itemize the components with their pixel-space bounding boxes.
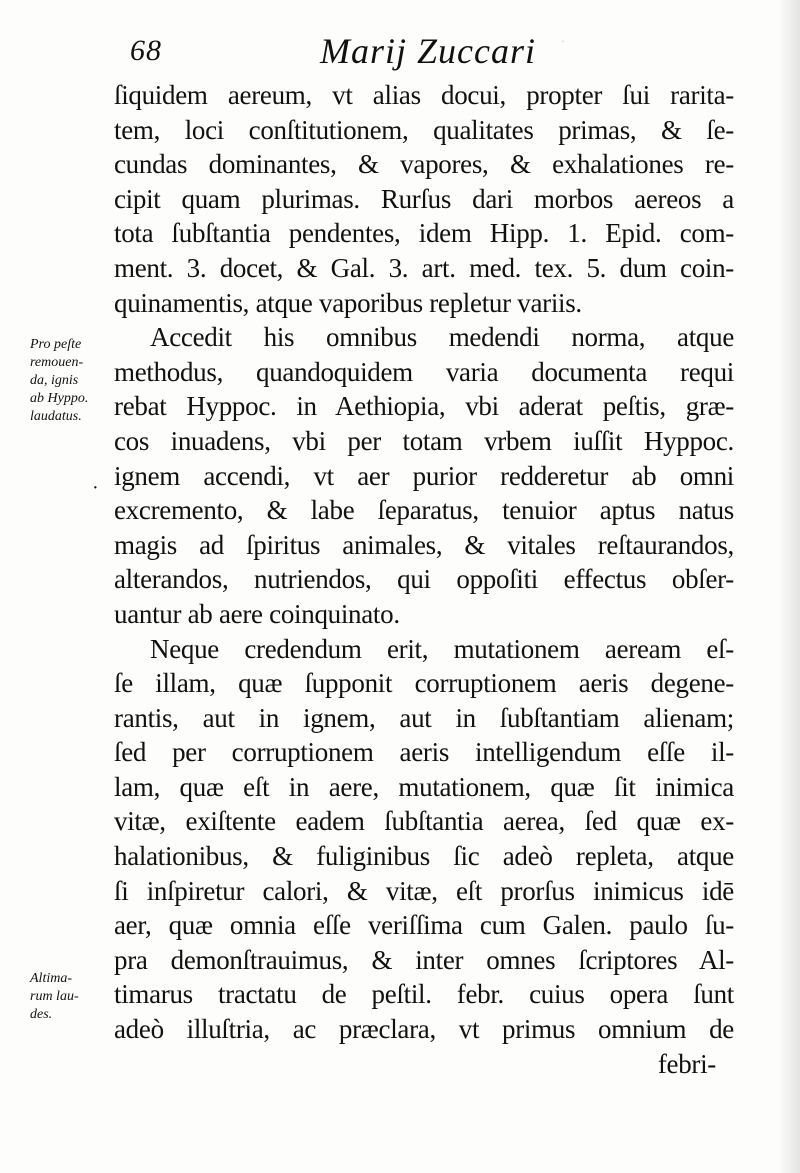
text-line: vitæ, exiſtente eadem ſubſtantia aerea, ſed quæ ex-	[114, 806, 734, 837]
margin-note-line: laudatus.	[30, 409, 82, 424]
text-line: uantur ab aere coinquinato.	[114, 598, 400, 629]
margin-note-altimarum	[30, 970, 116, 1024]
paragraph-start-line: Neque credendum erit, mutationem aeream eſ-	[150, 633, 734, 664]
text-line: ſi inſpiretur calori, & vitæ, eſt prorſus inimicus idē	[114, 875, 734, 906]
text-line: cundas dominantes, & vapores, & exhalationes re-	[114, 149, 734, 180]
margin-dot-mark: ·	[92, 477, 99, 499]
text-line: tem, loci conſtitutionem, qualitates primas, & ſe-	[114, 114, 734, 145]
body-text	[114, 78, 734, 1081]
margin-note-line: da, ignis	[30, 373, 79, 388]
text-line: halationibus, & fuliginibus ſic adeò repleta, atque	[114, 841, 734, 872]
page-header	[130, 28, 730, 78]
binding-shadow	[778, 0, 800, 1173]
bleed-through-marks: ·	[560, 31, 565, 53]
catchword: febri-	[657, 1048, 716, 1079]
text-line: cos inuadens, vbi per totam vrbem iuſſit Hyppoc.	[114, 425, 734, 456]
text-line: cipit quam plurimas. Rurſus dari morbos aereos a	[114, 183, 734, 214]
margin-note-line: rum lau-	[30, 989, 79, 1004]
text-line: ignem accendi, vt aer purior redderetur ab omni	[114, 460, 734, 491]
margin-note-line: des.	[30, 1007, 53, 1022]
text-line: alterandos, nutriendos, qui oppoſiti effectus obſer-	[114, 564, 734, 595]
text-line: timarus tractatu de peſtil. febr. cuius opera ſunt	[114, 979, 734, 1010]
text-line: ment. 3. docet, & Gal. 3. art. med. tex. 5. dum coin-	[114, 252, 734, 283]
margin-note-line: ab Hyppo.	[30, 391, 89, 406]
page-number: 68	[130, 34, 162, 67]
text-line: methodus, quandoquidem varia documenta requi	[114, 356, 734, 387]
margin-note-pro-peste	[30, 336, 116, 426]
text-line: excremento, & labe ſeparatus, tenuior aptus natus	[114, 495, 734, 526]
text-line: ſe illam, quæ ſupponit corruptionem aeris degene-	[114, 668, 734, 699]
text-line: pra demonſtrauimus, & inter omnes ſcriptores Al-	[114, 944, 734, 975]
margin-note-line: remouen-	[30, 355, 84, 370]
text-line: magis ad ſpiritus animales, & vitales reſtaurandos,	[114, 529, 734, 560]
running-head: Marij Zuccari	[320, 31, 536, 71]
margin-note-line: Pro peſte	[30, 337, 82, 352]
text-line: rebat Hyppoc. in Aethiopia, vbi aderat peſtis, græ-	[114, 391, 734, 422]
text-line: ſed per corruptionem aeris intelligendum eſſe il-	[114, 737, 734, 768]
text-line: adeò illuſtria, ac præclara, vt primus omnium de	[114, 1014, 734, 1045]
text-line: quinamentis, atque vaporibus repletur variis.	[114, 287, 582, 318]
text-line: rantis, aut in ignem, aut in ſubſtantiam alienam;	[114, 702, 734, 733]
text-line: tota ſubſtantia pendentes, idem Hipp. 1. Epid. com-	[114, 218, 734, 249]
text-line: ſiquidem aereum, vt alias docui, propter ſui rarita-	[114, 80, 734, 110]
text-line: lam, quæ eſt in aere, mutationem, quæ ſit inimica	[114, 771, 734, 802]
margin-note-line: Altima-	[30, 971, 72, 986]
text-line: aer, quæ omnia eſſe veriſſima cum Galen. paulo ſu-	[114, 910, 734, 941]
paragraph-start-line: Accedit his omnibus medendi norma, atque	[150, 322, 734, 353]
